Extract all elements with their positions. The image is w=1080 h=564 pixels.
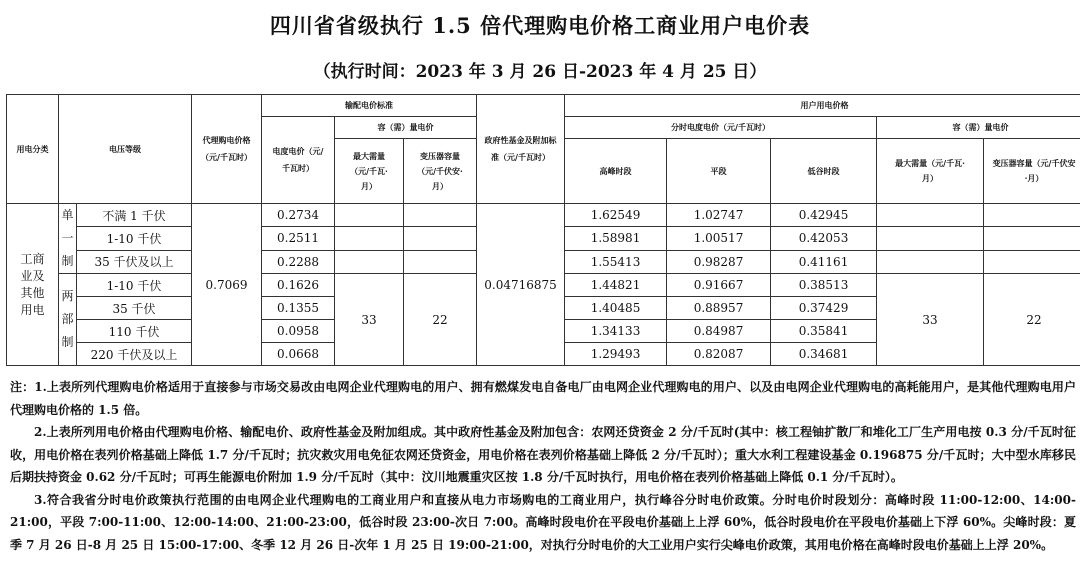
voltage-cell: 不满 1 千伏	[77, 204, 192, 227]
agency-price-cell: 0.7069	[192, 204, 262, 366]
kwh-price-cell: 0.2288	[262, 250, 335, 273]
table-row	[7, 204, 1080, 227]
flat-price-cell: 0.88957	[667, 297, 771, 320]
kwh-price-cell: 0.2734	[262, 204, 335, 227]
peak-price-cell: 1.55413	[565, 250, 667, 273]
voltage-cell: 35 千伏及以上	[77, 250, 192, 273]
peak-price-cell: 1.40485	[565, 297, 667, 320]
transformer-capacity-cell	[404, 250, 477, 273]
header-user-transformer-capacity: 变压器容量（元/千伏安·月）	[984, 139, 1080, 204]
header-user-price: 用户用电价格	[565, 95, 1080, 117]
transformer-capacity-cell	[404, 227, 477, 250]
voltage-cell: 1-10 千伏	[77, 274, 192, 297]
single-system-cell: 单一制	[59, 204, 77, 274]
flat-price-cell: 0.98287	[667, 250, 771, 273]
user-transformer-capacity-cell	[984, 250, 1080, 273]
peak-price-cell: 1.34133	[565, 320, 667, 343]
header-valley: 低谷时段	[771, 139, 877, 204]
max-demand-cell	[335, 204, 404, 227]
header-flat: 平段	[667, 139, 771, 204]
price-table	[6, 94, 1080, 366]
header-max-demand: 最大需量（元/千瓦·月）	[335, 139, 404, 204]
max-demand-cell	[335, 227, 404, 250]
notes	[10, 376, 1076, 556]
kwh-price-cell: 0.0958	[262, 320, 335, 343]
flat-price-cell: 0.82087	[667, 343, 771, 366]
voltage-cell: 220 千伏及以上	[77, 343, 192, 366]
valley-price-cell: 0.42945	[771, 204, 877, 227]
peak-price-cell: 1.44821	[565, 274, 667, 297]
header-kwh-price: 电度电价（元/千瓦时）	[262, 117, 335, 204]
header-user-max-demand: 最大需量（元/千瓦·月）	[877, 139, 984, 204]
header-fund: 政府性基金及附加标准（元/千瓦时）	[477, 95, 565, 204]
valley-price-cell: 0.35841	[771, 320, 877, 343]
valley-price-cell: 0.37429	[771, 297, 877, 320]
transformer-capacity-cell: 22	[404, 274, 477, 366]
peak-price-cell: 1.62549	[565, 204, 667, 227]
user-max-demand-cell	[877, 227, 984, 250]
header-voltage: 电压等级	[59, 95, 192, 204]
kwh-price-cell: 0.1626	[262, 274, 335, 297]
peak-price-cell: 1.29493	[565, 343, 667, 366]
peak-price-cell: 1.58981	[565, 227, 667, 250]
flat-price-cell: 1.00517	[667, 227, 771, 250]
voltage-cell: 35 千伏	[77, 297, 192, 320]
max-demand-cell: 33	[335, 274, 404, 366]
flat-price-cell: 1.02747	[667, 204, 771, 227]
transformer-capacity-cell	[404, 204, 477, 227]
valley-price-cell: 0.34681	[771, 343, 877, 366]
header-category: 用电分类	[7, 95, 59, 204]
flat-price-cell: 0.84987	[667, 320, 771, 343]
user-transformer-capacity-cell	[984, 204, 1080, 227]
header-transmission: 输配电价标准	[262, 95, 477, 117]
note-3: 3.符合我省分时电价政策执行范围的由电网企业代理购电的工商业用户和直接从电力市场购电的工商业用户，执行峰谷分时电价政策。分时电价时段划分：高峰时段 11:00-12:00、14:00-21:00，平段 7:00-11:00、12:00-14:00、21:00-23:00，低谷时段 23:00-次日 7:00。高峰时段电价在平段电价基础上上浮 60%，低谷时段电价在平段电价基础上下浮 60%。尖峰时段：夏季 7 月 26 日-8 月 25 日 15:00-17:00、冬季 12 月 26 日-次年 1 月 25 日 19:00-21:00，对执行分时电价的大工业用户实行尖峰电价政策，其用电价格在高峰时段电价基础上上浮 20%。	[10, 492, 1076, 552]
voltage-cell: 110 千伏	[77, 320, 192, 343]
user-transformer-capacity-cell: 22	[984, 274, 1080, 366]
kwh-price-cell: 0.0668	[262, 343, 335, 366]
header-user-demand-charge: 容（需）量电价	[877, 117, 1080, 139]
user-max-demand-cell	[877, 250, 984, 273]
voltage-cell: 1-10 千伏	[77, 227, 192, 250]
kwh-price-cell: 0.2511	[262, 227, 335, 250]
page-title: 四川省省级执行 1.5 倍代理购电价格工商业用户电价表	[269, 13, 811, 38]
kwh-price-cell: 0.1355	[262, 297, 335, 320]
valley-price-cell: 0.41161	[771, 250, 877, 273]
user-max-demand-cell: 33	[877, 274, 984, 366]
valley-price-cell: 0.38513	[771, 274, 877, 297]
header-transformer-capacity: 变压器容量（元/千伏安·月）	[404, 139, 477, 204]
header-demand-charge: 容（需）量电价	[335, 117, 477, 139]
fund-cell: 0.04716875	[477, 204, 565, 366]
max-demand-cell	[335, 250, 404, 273]
header-peak: 高峰时段	[565, 139, 667, 204]
header-tou-price: 分时电度电价（元/千瓦时）	[565, 117, 877, 139]
category-cell: 工商业及其他用电	[7, 204, 59, 366]
header-agency-price: 代理购电价格（元/千瓦时）	[192, 95, 262, 204]
user-max-demand-cell	[877, 204, 984, 227]
note-2: 2.上表所列用电价格由代理购电价格、输配电价、政府性基金及附加组成。其中政府性基金及附加包含：农网还贷资金 2 分/千瓦时(其中：核工程铀扩散厂和堆化工厂生产用电按 0.3 分/千瓦时征收，用电价格在表列价格基础上降低 1.7 分/千瓦时；抗灾救灾用电免征农网还贷资金，用电价格在表列价格基础上降低 2 分/千瓦时）；重大水利工程建设基金 0.196875 分/千瓦时；大中型水库移民后期扶持资金 0.62 分/千瓦时；可再生能源电价附加 1.9 分/千瓦时（其中：汶川地震重灾区按 1.8 分/千瓦时执行，用电价格在表列价格基础上降低 0.1 分/千瓦时）。	[10, 425, 1076, 484]
flat-price-cell: 0.91667	[667, 274, 771, 297]
two-part-system-cell: 两部制	[59, 274, 77, 366]
note-1: 注：1.上表所列代理购电价格适用于直接参与市场交易改由电网企业代理购电的用户、拥有燃煤发电自备电厂由电网企业代理购电的用户、以及由电网企业代理购电的高耗能用户，是其他代理购电用户代理购电价格的 1.5 倍。	[10, 380, 1076, 417]
user-transformer-capacity-cell	[984, 227, 1080, 250]
valley-price-cell: 0.42053	[771, 227, 877, 250]
effective-period: （执行时间：2023 年 3 月 26 日-2023 年 4 月 25 日）	[313, 62, 767, 82]
